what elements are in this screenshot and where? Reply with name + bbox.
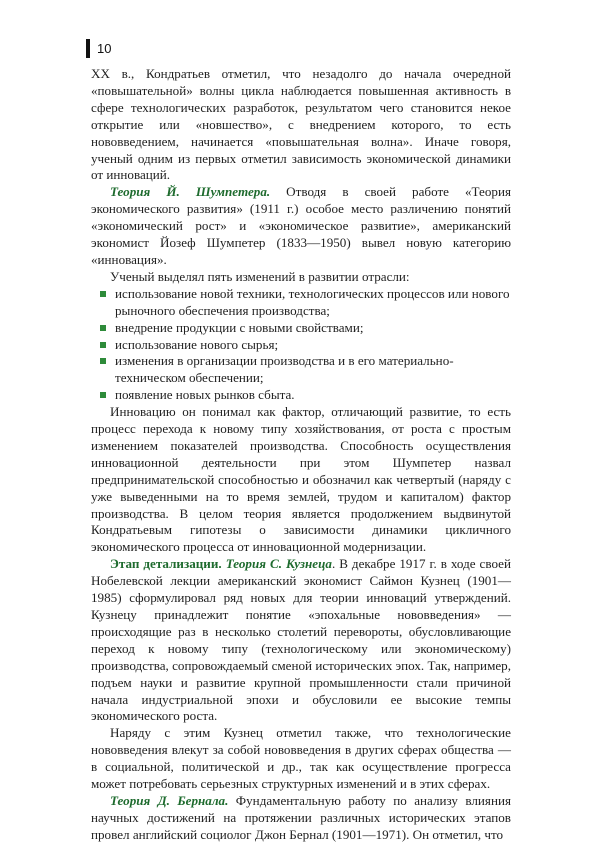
paragraph-five-changes: Ученый выделял пять изменений в развитии отрасли: (110, 268, 410, 284)
page-number: 10 (97, 41, 112, 56)
list-item: использование новой техники, технологических процессов или нового рыночного обеспечения производства; (91, 286, 511, 320)
paragraph-innovation: Инновацию он понимал как фактор, отличающий развитие, то есть процесс перехода к новому типу хозяйствования, от роста с простым изменением показателей производства. Способность осуществления инновационной деятельности при этом Шумпетер назвал предпринимательской способностью и обозначил как четвертый (наряду с уже выведенными на то время землей, трудом и капиталом) фактор производства. В целом теория является продолжением выдвинутой Кондратьевым гипотезы о зависимости динамики цикличного экономического процесса от инновационной модернизации. (91, 404, 511, 555)
list-item: появление новых рынков сбыта. (91, 387, 511, 404)
changes-list (91, 286, 511, 404)
square-bullet-icon (100, 392, 106, 398)
paragraph-text: . В декабре 1917 г. в ходе своей Нобелевской лекции американский экономист Саймон Кузнец (1901—1985) сформулировал ряд новых для теории инноваций утверждений. Кузнецу принадлежит понятие «эпохальные нововведения» — происходящие раз в несколько столетий перевороты, обусловливающие переход к новому типу (технологическому или экономическому) производства, сопровождаемый сменой исторических эпох. Так, например, подъем науки и развитие крупной промышленности стали причиной начала индустриальной эпохи и обусловили ее высокие темпы экономического роста. (91, 556, 511, 724)
list-item: внедрение продукции с новыми свойствами; (91, 320, 511, 337)
paragraph-bernal (91, 793, 511, 844)
section-heading-schumpeter: Теория Й. Шумпетера. (110, 184, 271, 200)
paragraph-kuznets (91, 556, 511, 725)
paragraph-schumpeter (91, 184, 511, 269)
section-heading-kuznets: Теория С. Кузнеца (225, 556, 332, 572)
list-item: использование нового сырья; (91, 337, 511, 354)
paragraph-kondratiev-end: XX в., Кондратьев отметил, что незадолго до начала очередной «повышательной» волны цикла наблюдается повышенная активность в сфере технологических разработок, результатом чего становится некое открытие или «новшество», с внедрением которого, то есть нововведением, начинается «повышательная волна». Иначе говоря, ученый одним из первых отметил зависимость экономической динамики от инноваций. (91, 66, 511, 183)
square-bullet-icon (100, 358, 106, 364)
square-bullet-icon (100, 342, 106, 348)
list-item: изменения в организации производства и в его материально-техническом обеспечении; (91, 353, 511, 387)
paragraph-kuznets-continued: Наряду с этим Кузнец отметил также, что технологические нововведения влекут за собой нововведения в других сферах общества — в социальной, политической и др., так как осуществление прогресса может потребовать серьезных структурных изменений и в этих сферах. (91, 725, 511, 792)
page-body (91, 66, 511, 844)
square-bullet-icon (100, 325, 106, 331)
paragraph-text: Отводя в своей работе «Теория экономического развития» (1911 г.) особое место различению понятий «экономический рост» и «экономическое развитие», американский экономист Йозеф Шумпетер (1833—1950) вывел новую категорию «инновация». (91, 184, 511, 267)
section-heading-bernal: Теория Д. Бернала. (110, 792, 229, 808)
section-heading-detail-stage: Этап детализации. (110, 556, 222, 572)
header-bar (86, 39, 90, 58)
square-bullet-icon (100, 291, 106, 297)
paragraph-text: Фундаментальную работу по анализу влияния научных достижений на протяжении различных исторических этапов провел английский социолог Джон Бернал (1901—1971). Он отметил, что (91, 792, 511, 842)
page-header (86, 39, 111, 58)
